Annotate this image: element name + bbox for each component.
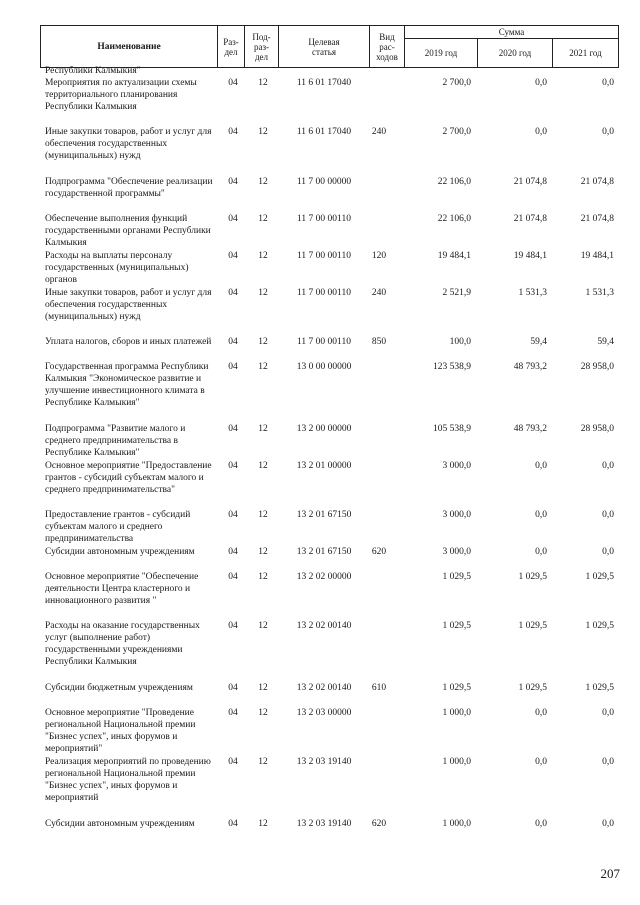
row-name: Республики Калмыкия" bbox=[45, 66, 141, 76]
row-name: Государственная программа Республики Калмыкия "Экономическое развитие и улучшение инвестиционного климата в Республике Калмыкия" bbox=[45, 362, 209, 408]
row-razdel: 04 bbox=[228, 176, 238, 187]
header-summa: Сумма bbox=[405, 26, 619, 39]
row-name: Субсидии автономным учреждениям bbox=[45, 818, 195, 829]
row-name: Подпрограмма "Развитие малого и среднего предпринимательства в Республике Калмыкия" bbox=[45, 423, 186, 458]
row-razdel: 04 bbox=[228, 127, 238, 138]
row-razdel: 04 bbox=[228, 757, 238, 768]
table-row bbox=[0, 682, 640, 707]
row-podrazdel: 12 bbox=[258, 337, 268, 348]
row-celevaya-statya: 13 2 01 67150 bbox=[296, 510, 352, 521]
table-row bbox=[0, 460, 640, 509]
table-row bbox=[0, 571, 640, 620]
table-row bbox=[0, 509, 640, 546]
row-razdel: 04 bbox=[228, 213, 238, 224]
row-celevaya-statya: 13 2 02 00140 bbox=[296, 683, 352, 694]
header-year-2021: 2021 год bbox=[553, 39, 619, 68]
row-podrazdel: 12 bbox=[258, 176, 268, 187]
row-vid-rashodov: 620 bbox=[371, 547, 387, 558]
row-sum-2021: 28 958,0 bbox=[580, 423, 614, 434]
table-row bbox=[0, 336, 640, 361]
row-razdel: 04 bbox=[228, 287, 238, 298]
row-razdel: 04 bbox=[228, 362, 238, 372]
row-sum-2019: 2 700,0 bbox=[442, 78, 471, 88]
row-razdel: 04 bbox=[228, 818, 238, 829]
row-sum-2020: 0,0 bbox=[535, 78, 547, 88]
row-sum-2021: 0,0 bbox=[602, 757, 614, 768]
table-row bbox=[0, 126, 640, 175]
table-row bbox=[0, 361, 640, 423]
row-podrazdel: 12 bbox=[258, 757, 268, 768]
row-podrazdel: 12 bbox=[258, 250, 268, 261]
row-sum-2020: 48 793,2 bbox=[513, 362, 547, 372]
row-name: Расходы на оказание государственных услуг (выполнение работ) государственными учреждениями Республики Калмыкия bbox=[45, 621, 200, 668]
row-podrazdel: 12 bbox=[258, 213, 268, 224]
row-sum-2019: 3 000,0 bbox=[442, 547, 471, 558]
row-sum-2020: 0,0 bbox=[535, 547, 547, 558]
row-sum-2020: 0,0 bbox=[535, 510, 547, 521]
row-sum-2019: 3 000,0 bbox=[442, 460, 471, 471]
row-podrazdel: 12 bbox=[258, 818, 268, 829]
row-sum-2021: 1 029,5 bbox=[585, 683, 614, 694]
row-celevaya-statya: 13 2 02 00140 bbox=[296, 621, 352, 632]
row-vid-rashodov: 620 bbox=[371, 818, 387, 829]
row-razdel: 04 bbox=[228, 78, 238, 88]
page-number: 207 bbox=[600, 866, 620, 881]
row-celevaya-statya: 13 2 01 67150 bbox=[296, 547, 352, 558]
row-celevaya-statya: 13 2 00 00000 bbox=[296, 423, 352, 434]
row-celevaya-statya: 13 0 00 00000 bbox=[296, 362, 352, 372]
row-razdel: 04 bbox=[228, 707, 238, 718]
row-sum-2021: 1 531,3 bbox=[585, 287, 614, 298]
header-podrazdel: Под- раз- дел bbox=[245, 26, 279, 68]
row-name: Обеспечение выполнения функций государственными органами Республики Калмыкия bbox=[45, 213, 211, 248]
table-row bbox=[0, 707, 640, 756]
row-razdel: 04 bbox=[228, 621, 238, 632]
row-name: Субсидии автономным учреждениям bbox=[45, 547, 195, 558]
row-name: Подпрограмма "Обеспечение реализации государственной программы" bbox=[45, 176, 213, 199]
row-sum-2019: 1 000,0 bbox=[442, 818, 471, 829]
row-name: Субсидии бюджетным учреждениям bbox=[45, 683, 193, 694]
row-sum-2021: 19 484,1 bbox=[580, 250, 614, 261]
header-razdel: Раз- дел bbox=[218, 26, 245, 68]
row-sum-2019: 22 106,0 bbox=[437, 213, 471, 224]
row-podrazdel: 12 bbox=[258, 707, 268, 718]
row-podrazdel: 12 bbox=[258, 287, 268, 298]
row-podrazdel: 12 bbox=[258, 510, 268, 521]
row-sum-2019: 1 000,0 bbox=[442, 707, 471, 718]
row-podrazdel: 12 bbox=[258, 127, 268, 138]
row-sum-2020: 0,0 bbox=[535, 707, 547, 718]
row-sum-2019: 1 000,0 bbox=[442, 757, 471, 768]
row-sum-2021: 0,0 bbox=[602, 460, 614, 471]
header-year-2019: 2019 год bbox=[405, 39, 478, 68]
table-row bbox=[0, 620, 640, 682]
row-sum-2020: 1 029,5 bbox=[518, 683, 547, 694]
row-vid-rashodov: 610 bbox=[371, 683, 387, 694]
table-row bbox=[0, 250, 640, 287]
row-sum-2020: 21 074,8 bbox=[513, 213, 547, 224]
row-podrazdel: 12 bbox=[258, 547, 268, 558]
row-sum-2021: 28 958,0 bbox=[580, 362, 614, 372]
row-sum-2021: 0,0 bbox=[602, 818, 614, 829]
row-sum-2021: 21 074,8 bbox=[580, 213, 614, 224]
row-sum-2019: 2 700,0 bbox=[442, 127, 471, 138]
row-vid-rashodov: 240 bbox=[371, 287, 387, 298]
row-celevaya-statya: 13 2 03 19140 bbox=[296, 818, 352, 829]
row-vid-rashodov: 850 bbox=[371, 337, 387, 348]
row-sum-2019: 1 029,5 bbox=[442, 621, 471, 632]
row-celevaya-statya: 11 7 00 00110 bbox=[297, 337, 351, 348]
table-header bbox=[40, 25, 619, 68]
row-celevaya-statya: 11 7 00 00110 bbox=[297, 213, 351, 224]
row-razdel: 04 bbox=[228, 337, 238, 348]
row-sum-2020: 0,0 bbox=[535, 757, 547, 768]
row-celevaya-statya: 11 7 00 00000 bbox=[296, 176, 352, 187]
row-sum-2021: 0,0 bbox=[602, 127, 614, 138]
row-podrazdel: 12 bbox=[258, 571, 268, 582]
table-body bbox=[0, 65, 640, 843]
row-name: Расходы на выплаты персоналу государственных (муниципальных) органов bbox=[45, 250, 189, 285]
row-razdel: 04 bbox=[228, 250, 238, 261]
table-row bbox=[0, 818, 640, 843]
row-vid-rashodov: 120 bbox=[371, 250, 387, 261]
row-celevaya-statya: 13 2 03 19140 bbox=[296, 757, 352, 768]
row-sum-2021: 0,0 bbox=[602, 707, 614, 718]
row-celevaya-statya: 11 7 00 00110 bbox=[297, 250, 351, 261]
table-row bbox=[0, 423, 640, 460]
row-podrazdel: 12 bbox=[258, 621, 268, 632]
row-celevaya-statya: 13 2 03 00000 bbox=[296, 707, 352, 718]
table-row bbox=[0, 546, 640, 571]
table-row bbox=[0, 213, 640, 250]
row-name: Иные закупки товаров, работ и услуг для обеспечения государственных (муниципальных) нужд bbox=[45, 127, 212, 162]
row-sum-2021: 21 074,8 bbox=[580, 176, 614, 187]
row-name: Основное мероприятие "Проведение региональной Национальной премии "Бизнес успех", иных форумов и мероприятий" bbox=[45, 707, 196, 754]
header-year-2020: 2020 год bbox=[478, 39, 553, 68]
row-razdel: 04 bbox=[228, 423, 238, 434]
row-sum-2019: 105 538,9 bbox=[433, 423, 471, 434]
row-vid-rashodov: 240 bbox=[371, 127, 387, 138]
row-sum-2020: 21 074,8 bbox=[513, 176, 547, 187]
row-celevaya-statya: 11 6 01 17040 bbox=[296, 127, 352, 138]
table-row bbox=[0, 287, 640, 336]
row-sum-2019: 2 521,9 bbox=[442, 287, 471, 298]
row-celevaya-statya: 11 7 00 00110 bbox=[297, 287, 351, 298]
row-sum-2020: 1 029,5 bbox=[518, 621, 547, 632]
row-sum-2019: 1 029,5 bbox=[442, 571, 471, 582]
row-sum-2020: 59,4 bbox=[530, 337, 547, 348]
row-name: Иные закупки товаров, работ и услуг для обеспечения государственных (муниципальных) нужд bbox=[45, 287, 212, 322]
row-name: Уплата налогов, сборов и иных платежей bbox=[45, 337, 212, 348]
header-name: Наименование bbox=[41, 26, 218, 68]
row-name: Предоставление грантов - субсидий субъектам малого и среднего предпринимательства bbox=[45, 510, 191, 545]
row-name: Реализация мероприятий по проведению региональной Национальной премии "Бизнес успех", иных форумов и мероприятий bbox=[45, 757, 211, 804]
row-podrazdel: 12 bbox=[258, 78, 268, 88]
row-sum-2019: 3 000,0 bbox=[442, 510, 471, 521]
row-sum-2020: 0,0 bbox=[535, 460, 547, 471]
row-name: Основное мероприятие "Обеспечение деятельности Центра кластерного и инновационного развития " bbox=[45, 571, 199, 606]
row-sum-2020: 1 029,5 bbox=[518, 571, 547, 582]
row-sum-2020: 48 793,2 bbox=[513, 423, 547, 434]
row-sum-2019: 100,0 bbox=[449, 337, 471, 348]
table-row bbox=[0, 756, 640, 818]
row-podrazdel: 12 bbox=[258, 362, 268, 372]
row-sum-2021: 0,0 bbox=[602, 78, 614, 88]
row-celevaya-statya: 11 6 01 17040 bbox=[296, 78, 352, 88]
row-sum-2021: 1 029,5 bbox=[585, 571, 614, 582]
header-celevaya-statya: Целевая статья bbox=[279, 26, 370, 68]
row-podrazdel: 12 bbox=[258, 683, 268, 694]
row-celevaya-statya: 13 2 01 00000 bbox=[296, 460, 352, 471]
row-sum-2020: 0,0 bbox=[535, 127, 547, 138]
table-row bbox=[0, 176, 640, 213]
row-sum-2021: 0,0 bbox=[602, 547, 614, 558]
continued-name-fragment bbox=[0, 65, 640, 77]
row-podrazdel: 12 bbox=[258, 423, 268, 434]
row-podrazdel: 12 bbox=[258, 460, 268, 471]
row-sum-2019: 123 538,9 bbox=[433, 362, 471, 372]
row-celevaya-statya: 13 2 02 00000 bbox=[296, 571, 352, 582]
header-vid-rashodov: Вид рас- ходов bbox=[370, 26, 405, 68]
row-razdel: 04 bbox=[228, 460, 238, 471]
row-name: Основное мероприятие "Предоставление грантов - субсидий субъектам малого и среднего предпринимательства" bbox=[45, 460, 212, 495]
row-sum-2020: 1 531,3 bbox=[518, 287, 547, 298]
row-sum-2020: 19 484,1 bbox=[513, 250, 547, 261]
row-sum-2019: 19 484,1 bbox=[437, 250, 471, 261]
row-sum-2019: 1 029,5 bbox=[442, 683, 471, 694]
row-razdel: 04 bbox=[228, 683, 238, 694]
row-name: Мероприятия по актуализации схемы территориального планирования Республики Калмыкия bbox=[45, 78, 197, 112]
row-sum-2021: 59,4 bbox=[597, 337, 614, 348]
row-sum-2021: 1 029,5 bbox=[585, 621, 614, 632]
row-razdel: 04 bbox=[228, 547, 238, 558]
row-razdel: 04 bbox=[228, 510, 238, 521]
row-sum-2021: 0,0 bbox=[602, 510, 614, 521]
row-razdel: 04 bbox=[228, 571, 238, 582]
row-sum-2019: 22 106,0 bbox=[437, 176, 471, 187]
row-sum-2020: 0,0 bbox=[535, 818, 547, 829]
table-row bbox=[0, 77, 640, 126]
